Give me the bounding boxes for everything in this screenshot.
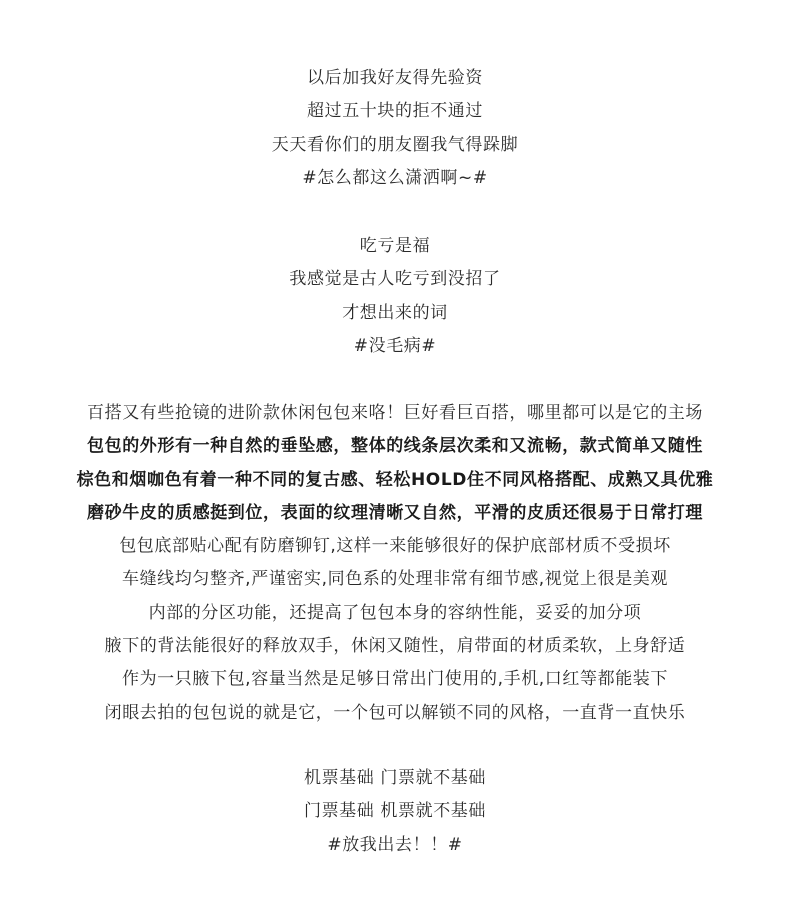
text-section-proverb-joke — [0, 230, 790, 363]
text-line: 吃亏是福 — [359, 236, 431, 256]
text-section-bag-description — [0, 397, 790, 730]
hashtag-line: #放我出去！！# — [327, 834, 463, 855]
text-line: 包包底部贴心配有防磨铆钉,这样一来能够很好的保护底部材质不受损坏 — [119, 536, 671, 557]
text-line: 腋下的背法能很好的释放双手，休闲又随性，肩带面的材质柔软，上身舒适 — [104, 636, 686, 657]
text-section-visa-joke — [0, 62, 790, 195]
text-line: 作为一只腋下包,容量当然是足够日常出门使用的,手机,口红等都能装下 — [121, 669, 668, 690]
text-line: 车缝线均匀整齐,严谨密实,同色系的处理非常有细节感,视觉上很是美观 — [121, 569, 668, 590]
text-line: 天天看你们的朋友圈我气得跺脚 — [271, 134, 519, 155]
highlight-line: 包包的外形有一种自然的垂坠感，整体的线条层次柔和又流畅，款式简单又随性 — [87, 436, 703, 457]
hashtag-line: #没毛病# — [353, 335, 437, 356]
text-section-ticket-joke — [0, 762, 790, 862]
text-line: 超过五十块的拒不通过 — [307, 101, 483, 122]
highlight-line: 棕色和烟咖色有着一种不同的复古感、轻松HOLD住不同风格搭配、成熟又具优雅 — [76, 469, 714, 490]
highlight-line: 磨砂牛皮的质感挺到位，表面的纹理清晰又自然，平滑的皮质还很易于日常打理 — [87, 502, 703, 523]
text-line: 内部的分区功能，还提高了包包本身的容纳性能，妥妥的加分项 — [148, 602, 642, 623]
text-line: 才想出来的词 — [342, 302, 448, 323]
text-line: 百搭又有些抢镜的进阶款休闲包包来咯！巨好看巨百搭，哪里都可以是它的主场 — [87, 403, 703, 423]
text-line: 闭眼去拍的包包说的就是它，一个包可以解锁不同的风格，一直背一直快乐 — [104, 702, 686, 723]
text-line: 我感觉是古人吃亏到没招了 — [289, 269, 501, 290]
hashtag-line: #怎么都这么潇洒啊~# — [302, 167, 488, 188]
text-line: 以后加我好友得先验资 — [307, 68, 483, 88]
text-line: 机票基础 门票就不基础 — [303, 768, 486, 788]
text-line: 门票基础 机票就不基础 — [303, 801, 486, 822]
